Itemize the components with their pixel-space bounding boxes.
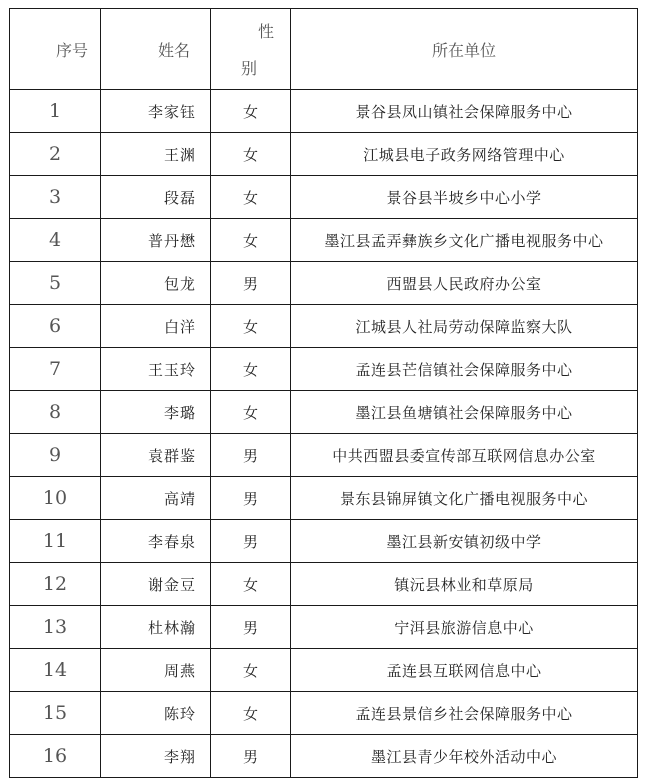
name-cell: 王玉玲: [101, 348, 211, 391]
work-unit-cell: 景谷县凤山镇社会保障服务中心: [291, 90, 638, 133]
name-cell: 李翔: [101, 735, 211, 778]
serial-number-cell: 12: [10, 563, 101, 606]
header-serial-number: 序号: [10, 9, 101, 90]
name-cell: 李璐: [101, 391, 211, 434]
serial-number-cell: 14: [10, 649, 101, 692]
table-row: [10, 606, 638, 649]
serial-number-cell: 15: [10, 692, 101, 735]
header-gender-line1: 性: [257, 22, 274, 41]
gender-cell: 男: [211, 262, 291, 305]
table-row: [10, 735, 638, 778]
work-unit-cell: 孟连县芒信镇社会保障服务中心: [291, 348, 638, 391]
work-unit-cell: 孟连县互联网信息中心: [291, 649, 638, 692]
work-unit-cell: 墨江县新安镇初级中学: [291, 520, 638, 563]
work-unit-cell: 西盟县人民政府办公室: [291, 262, 638, 305]
gender-cell: 男: [211, 477, 291, 520]
serial-number-cell: 3: [10, 176, 101, 219]
gender-cell: 女: [211, 391, 291, 434]
serial-number-cell: 4: [10, 219, 101, 262]
work-unit-cell: 墨江县鱼塘镇社会保障服务中心: [291, 391, 638, 434]
name-cell: 袁群鉴: [101, 434, 211, 477]
gender-cell: 女: [211, 692, 291, 735]
table-row: [10, 477, 638, 520]
work-unit-cell: 中共西盟县委宣传部互联网信息办公室: [291, 434, 638, 477]
name-cell: 白洋: [101, 305, 211, 348]
name-cell: 王渊: [101, 133, 211, 176]
serial-number-cell: 10: [10, 477, 101, 520]
roster-table: [9, 8, 638, 778]
serial-number-cell: 1: [10, 90, 101, 133]
gender-cell: 女: [211, 176, 291, 219]
work-unit-cell: 孟连县景信乡社会保障服务中心: [291, 692, 638, 735]
serial-number-cell: 11: [10, 520, 101, 563]
table-row: [10, 692, 638, 735]
serial-number-cell: 2: [10, 133, 101, 176]
table-row: [10, 520, 638, 563]
table-row: [10, 348, 638, 391]
table-body: [10, 90, 638, 778]
work-unit-cell: 景谷县半坡乡中心小学: [291, 176, 638, 219]
header-name: 姓名: [101, 9, 211, 90]
name-cell: 段磊: [101, 176, 211, 219]
gender-cell: 女: [211, 90, 291, 133]
name-cell: 高靖: [101, 477, 211, 520]
table-row: [10, 434, 638, 477]
name-cell: 杜林瀚: [101, 606, 211, 649]
serial-number-cell: 5: [10, 262, 101, 305]
serial-number-cell: 13: [10, 606, 101, 649]
serial-number-cell: 16: [10, 735, 101, 778]
header-work-unit: 所在单位: [291, 9, 638, 90]
work-unit-cell: 江城县人社局劳动保障监察大队: [291, 305, 638, 348]
table-row: [10, 305, 638, 348]
name-cell: 陈玲: [101, 692, 211, 735]
work-unit-cell: 景东县锦屏镇文化广播电视服务中心: [291, 477, 638, 520]
table-row: [10, 219, 638, 262]
header-gender-line2: 别: [241, 59, 258, 78]
gender-cell: 女: [211, 563, 291, 606]
gender-cell: 男: [211, 735, 291, 778]
gender-cell: 女: [211, 649, 291, 692]
gender-cell: 女: [211, 133, 291, 176]
table-row: [10, 391, 638, 434]
work-unit-cell: 宁洱县旅游信息中心: [291, 606, 638, 649]
serial-number-cell: 6: [10, 305, 101, 348]
name-cell: 周燕: [101, 649, 211, 692]
table-row: [10, 563, 638, 606]
name-cell: 李春泉: [101, 520, 211, 563]
work-unit-cell: 墨江县青少年校外活动中心: [291, 735, 638, 778]
table-row: [10, 133, 638, 176]
table-row: [10, 176, 638, 219]
table-row: [10, 262, 638, 305]
gender-cell: 男: [211, 520, 291, 563]
table-row: [10, 90, 638, 133]
header-gender: [211, 9, 291, 90]
work-unit-cell: 镇沅县林业和草原局: [291, 563, 638, 606]
work-unit-cell: 江城县电子政务网络管理中心: [291, 133, 638, 176]
name-cell: 谢金豆: [101, 563, 211, 606]
work-unit-cell: 墨江县孟弄彝族乡文化广播电视服务中心: [291, 219, 638, 262]
name-cell: 李家钰: [101, 90, 211, 133]
name-cell: 包龙: [101, 262, 211, 305]
table-row: [10, 649, 638, 692]
table-header-row: [10, 9, 638, 90]
gender-cell: 男: [211, 434, 291, 477]
gender-cell: 女: [211, 305, 291, 348]
gender-cell: 女: [211, 219, 291, 262]
name-cell: 普丹懋: [101, 219, 211, 262]
serial-number-cell: 9: [10, 434, 101, 477]
serial-number-cell: 8: [10, 391, 101, 434]
gender-cell: 男: [211, 606, 291, 649]
gender-cell: 女: [211, 348, 291, 391]
serial-number-cell: 7: [10, 348, 101, 391]
